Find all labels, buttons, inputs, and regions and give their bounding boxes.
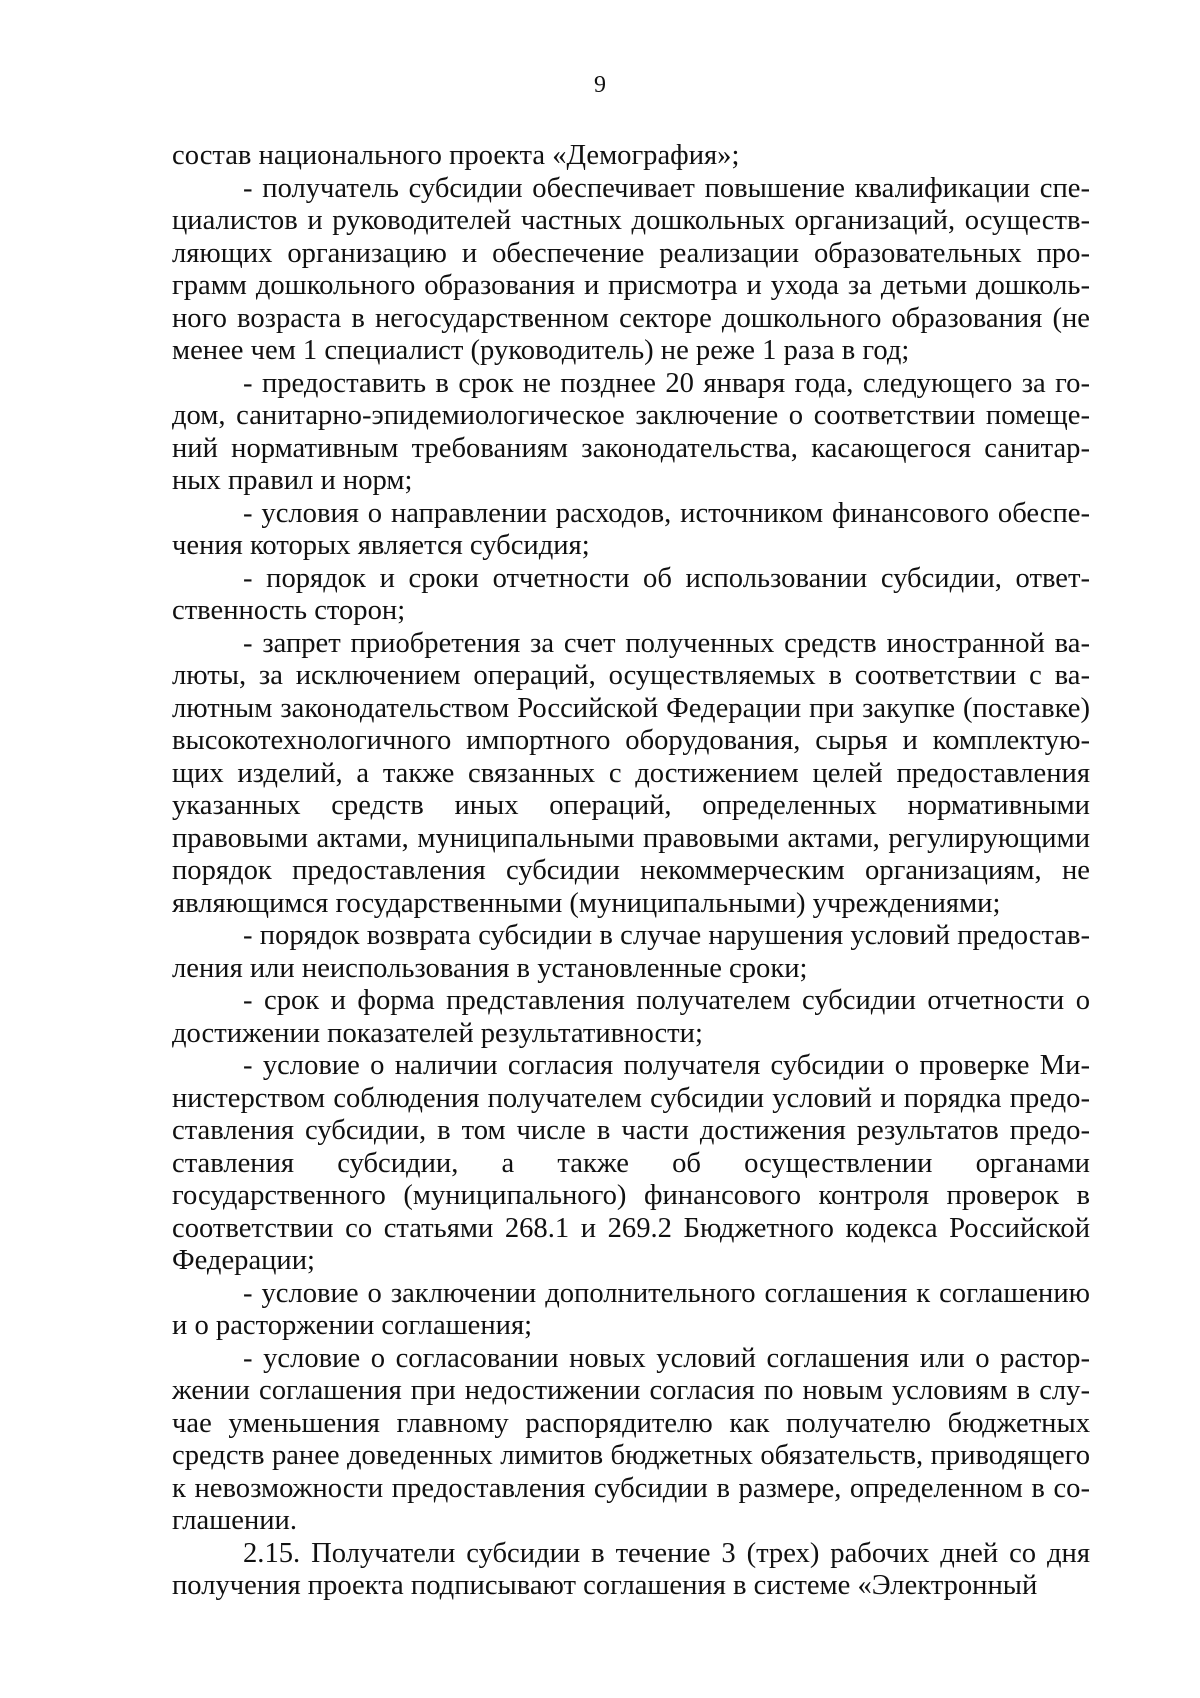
list-item-expense-conditions: - условия о направлении расходов, источником финансового обеспечения которых является субсидия; bbox=[172, 497, 1090, 561]
section-2-15-paragraph: 2.15. Получатели субсидии в течение 3 (трех) рабочих дней со дня получения проекта подписывают соглашения в системе «Электронный bbox=[172, 1537, 1090, 1601]
list-item-reporting-order: - порядок и сроки отчетности об использовании субсидии, ответственность сторон; bbox=[172, 562, 1090, 626]
list-item-qualification: - получатель субсидии обеспечивает повышение квалификации специалистов и руководителей частных дошкольных организаций, осуществляющих организацию и обеспечение реализации образовательных программ дошкольного образования и присмотра и ухода за детьми дошкольного возраста в негосударственном секторе дошкольного образования (не менее чем 1 специалист (руководитель) не реже 1 раза в год; bbox=[172, 172, 1090, 366]
page-number: 9 bbox=[594, 72, 606, 98]
list-item-audit-consent: - условие о наличии согласия получателя субсидии о проверке Министерством соблюдения получателем субсидии условий и порядка предоставления субсидии, в том числе в части достижения результатов предоставления субсидии, а также об осуществлении органами государственного (муниципального) финансового контроля проверок в соответствии со статьями 268.1 и 269.2 Бюджетного кодекса Российской Федерации; bbox=[172, 1050, 1090, 1276]
list-item-currency-ban: - запрет приобретения за счет полученных средств иностранной валюты, за исключением операций, осуществляемых в соответствии с валютным законодательством Российской Федерации при закупке (поставке) высокотехнологичного импортного оборудования, сырья и комплектующих изделий, а также связанных с достижением целей предоставления указанных средств иных операций, определенных нормативными правовыми актами, муниципальными правовыми актами, регулирующими порядок предоставления субсидии некоммерческим организациям, не являющимся государственными (муниципальными) учреждениями; bbox=[172, 627, 1090, 919]
list-item-return-order: - порядок возврата субсидии в случае нарушения условий предоставления или неиспользования в установленные сроки; bbox=[172, 920, 1090, 984]
list-item-report-form: - срок и форма представления получателем субсидии отчетности о достижении показателей результативности; bbox=[172, 985, 1090, 1049]
list-item-additional-agreement: - условие о заключении дополнительного соглашения к соглашению и о расторжении соглашения; bbox=[172, 1277, 1090, 1341]
list-item-new-conditions: - условие о согласовании новых условий соглашения или о расторжении соглашения при недостижении согласия по новым условиям в случае уменьшения главному распорядителю как получателю бюджетных средств ранее доведенных лимитов бюджетных обязательств, приводящего к невозможности предоставления субсидии в размере, определенном в соглашении. bbox=[172, 1342, 1090, 1536]
paragraph-continuation: состав национального проекта «Демография»; bbox=[172, 140, 740, 171]
document-body bbox=[172, 140, 1090, 1603]
list-item-sanitary-conclusion: - предоставить в срок не позднее 20 января года, следующего за годом, санитарно-эпидемиологическое заключение о соответствии помещений нормативным требованиям законодательства, касающегося санитарных правил и норм; bbox=[172, 367, 1090, 496]
